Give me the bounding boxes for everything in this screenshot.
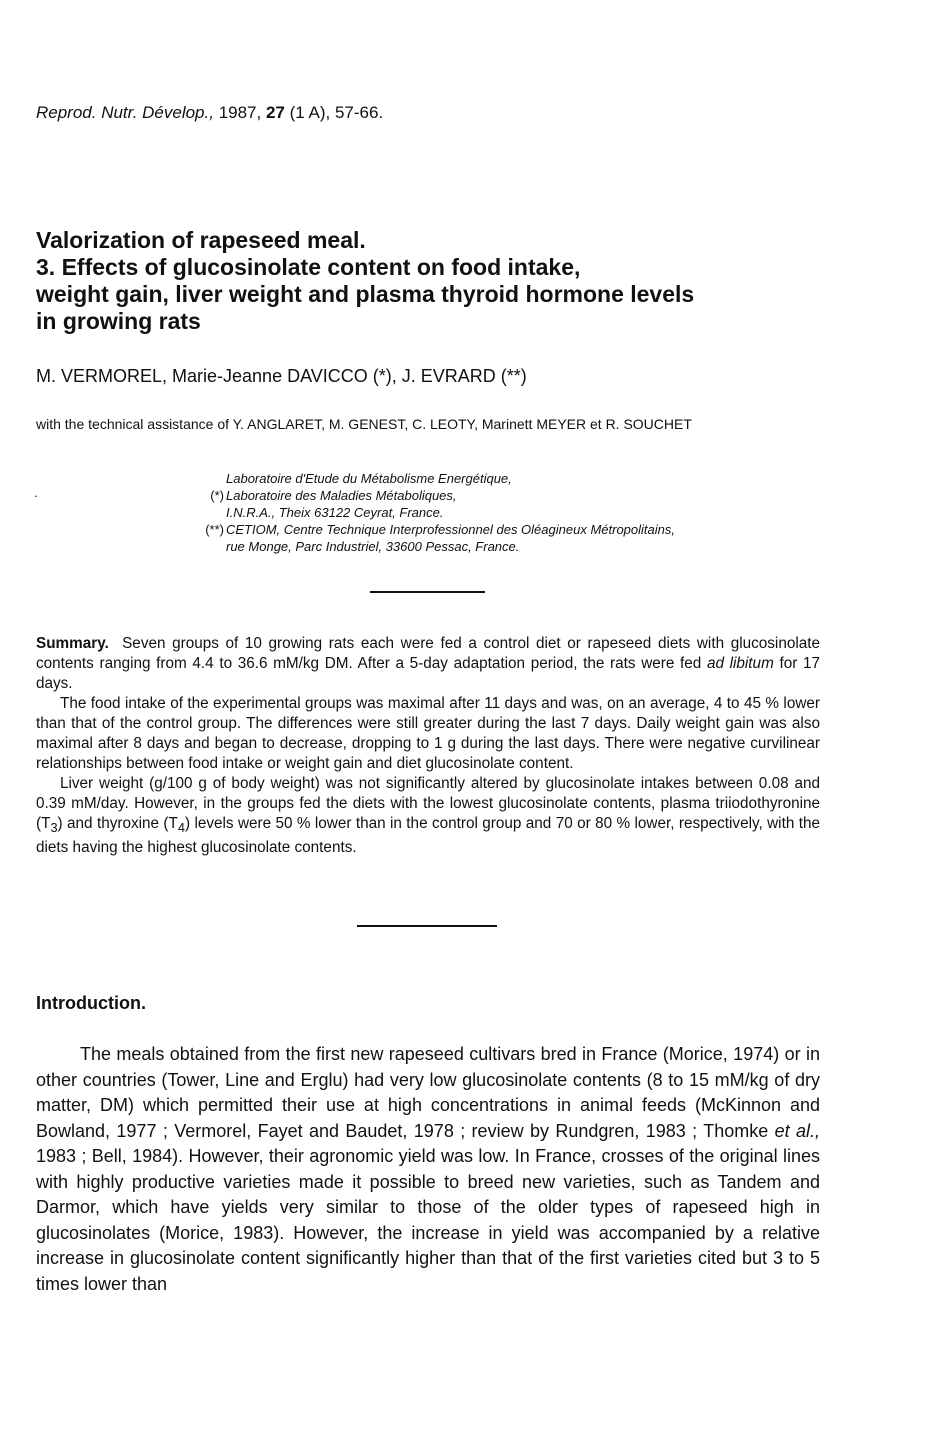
summary-paragraph-2: The food intake of the experimental groups was maximal after 11 days and was, on an average, 4 to 45 % lower than that of the control group. The differences were still greater during the last 7 days. Daily weight gain was also maximal after 8 days and began to decrease, dropping to 1 g during the last days. There were negative curvilinear relationships between food intake or weight gain and diet glucosinolate content. bbox=[36, 695, 820, 772]
introduction-section bbox=[36, 1042, 820, 1297]
introduction-paragraph bbox=[36, 1042, 820, 1297]
summary-heading: Summary. bbox=[36, 635, 109, 652]
summary-text: Liver weight (g/100 g of body weight) was not significantly altered by glucosinolate intakes between 0.08 and 0.39 mM/day. However, in the groups fed the diets with the lowest glucosinolate contents, plasma triiodothyronine (T bbox=[36, 775, 820, 832]
affiliation-text: CETIOM, Centre Technique Interprofessionnel des Oléagineux Métropolitains, bbox=[226, 522, 675, 537]
summary-text: ) levels were 50 % lower than in the control group and 70 or 80 % lower, respectively, with the diets having the highest glucosinolate contents. bbox=[36, 815, 820, 857]
title-line-3: weight gain, liver weight and plasma thyroid hormone levels bbox=[36, 281, 695, 307]
title-line-1: Valorization of rapeseed meal. bbox=[36, 227, 366, 253]
paper-title bbox=[36, 227, 856, 335]
introduction-text: 1983 ; Bell, 1984). However, their agronomic yield was low. In France, crosses of the original lines with highly productive varieties made it possible to breed new varieties, such as Tandem and Darmor, which have yields very similar to those of the older types of rapeseed high in glucosinolates (Morice, 1983). However, the increase in yield was accompanied by a relative increase in glucosinolate content significantly higher than that of the first varieties cited but 3 to 5 times lower than bbox=[36, 1146, 820, 1294]
affiliation-line bbox=[186, 504, 846, 521]
summary-text: Seven groups of 10 growing rats each were fed a control diet or rapeseed diets with glucosinolate contents ranging from 4.4 to 36.6 mM/kg DM. After a 5-day adaptation period, the rats were fed bbox=[36, 635, 821, 672]
journal-issue-pages: (1 A), 57-66. bbox=[289, 103, 384, 122]
journal-year: 1987, bbox=[218, 103, 262, 122]
affiliation-marker: (*) bbox=[210, 488, 224, 503]
stray-mark: . bbox=[34, 485, 38, 500]
summary-italic: ad libitum bbox=[706, 655, 774, 672]
divider-top bbox=[370, 591, 485, 593]
affiliation-line bbox=[186, 538, 846, 555]
summary-paragraph-3 bbox=[36, 774, 820, 858]
subscript: 4 bbox=[177, 820, 185, 836]
journal-volume: 27 bbox=[265, 103, 285, 122]
affiliations bbox=[186, 470, 846, 555]
journal-citation bbox=[36, 103, 383, 123]
introduction-heading: Introduction. bbox=[36, 993, 146, 1013]
summary-section bbox=[36, 634, 820, 858]
summary-paragraph-1 bbox=[36, 634, 820, 694]
subscript: 3 bbox=[50, 820, 58, 836]
summary-text: for 17 days. bbox=[36, 655, 820, 692]
affiliation-text: I.N.R.A., Theix 63122 Ceyrat, France. bbox=[226, 505, 444, 520]
author-list: M. VERMOREL, Marie-Jeanne DAVICCO (*), J. EVRARD (**) bbox=[36, 366, 527, 386]
introduction-text: The meals obtained from the first new rapeseed cultivars bred in France (Morice, 1974) or in other countries (Tower, Line and Erglu) had very low glucosinolate contents (8 to 15 mM/kg of dry matter, DM) which permitted their use at high concentrations in animal feeds (McKinnon and Bowland, 1977 ; Vermorel, Fayet and Baudet, 1978 ; review by Rundgren, 1983 ; Thomke bbox=[36, 1044, 820, 1141]
introduction-italic: et al., bbox=[774, 1120, 820, 1141]
technical-assistance: with the technical assistance of Y. ANGLARET, M. GENEST, C. LEOTY, Marinett MEYER et R. SOUCHET bbox=[36, 416, 692, 432]
affiliation-line bbox=[186, 521, 846, 538]
affiliation-marker: (**) bbox=[205, 522, 224, 537]
journal-name: Reprod. Nutr. Dévelop., bbox=[36, 103, 214, 122]
affiliation-line bbox=[186, 487, 846, 504]
affiliation-text: Laboratoire d'Etude du Métabolisme Energétique, bbox=[226, 471, 512, 486]
affiliation-text: Laboratoire des Maladies Métaboliques, bbox=[226, 488, 457, 503]
affiliation-line bbox=[186, 470, 846, 487]
summary-text: ) and thyroxine (T bbox=[57, 815, 178, 832]
divider-bottom bbox=[357, 925, 497, 927]
affiliation-text: rue Monge, Parc Industriel, 33600 Pessac, France. bbox=[226, 539, 520, 554]
title-line-2: 3. Effects of glucosinolate content on food intake, bbox=[36, 254, 581, 280]
title-line-4: in growing rats bbox=[36, 308, 201, 334]
